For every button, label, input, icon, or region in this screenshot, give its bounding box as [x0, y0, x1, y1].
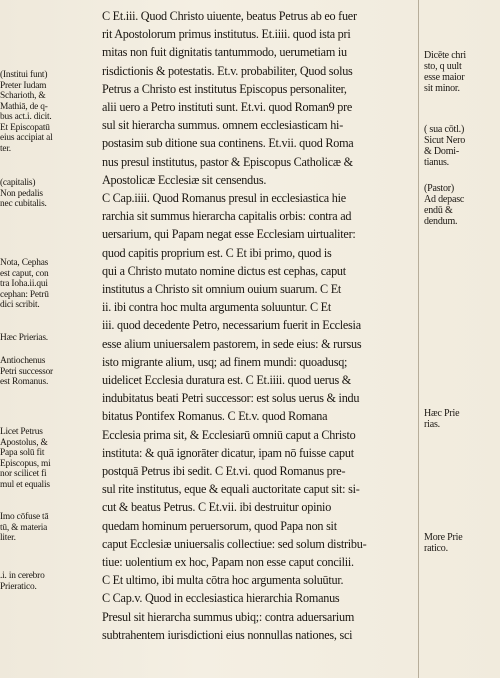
margin-note — [0, 512, 106, 544]
margin-note-line: Nota, Cephas — [0, 258, 49, 268]
text-line: alii uero a Petro instituti sunt. Et.vi. quod Roman9 pre — [102, 100, 353, 114]
margin-note-line: More Prie — [424, 532, 463, 543]
margin-note-line: Et Episcopatū — [0, 122, 50, 133]
margin-note-line: Episcopus, mi — [0, 458, 51, 469]
margin-note — [0, 427, 106, 490]
margin-note-line: Preter Iudam — [0, 80, 47, 91]
text-line: nus presul institutus, pastor & Episcopus Catholicæ & — [102, 154, 353, 169]
margin-note-line: .i. in cerebro — [0, 571, 45, 581]
margin-note-line: dendum. — [424, 216, 458, 227]
margin-note-line: Antiochenus — [0, 356, 46, 366]
margin-note-line: & Domi- — [424, 146, 459, 157]
text-line: bitatus Pontifex Romanus. C Et.v. quod Romana — [102, 409, 328, 424]
text-line: rarchia sit summus hierarcha capitalis orbis: contra ad — [102, 209, 352, 224]
text-line: ii. ibi contra hoc multa argumenta soluuntur. C Et — [102, 300, 331, 315]
margin-note-line: Scharioth, & — [0, 91, 46, 101]
margin-note-line: nor scilicet fi — [0, 469, 47, 479]
margin-note — [0, 571, 106, 592]
margin-note-line: Hæc Prierias. — [0, 333, 48, 343]
text-line: uersarium, qui Papam negat esse Ecclesiam uirtualiter: — [102, 227, 356, 242]
margin-note-line: (Pastor) — [424, 183, 455, 194]
margin-note-line: Petri successor — [0, 366, 53, 377]
margin-note — [0, 178, 106, 210]
margin-note-line: est Romanus. — [0, 377, 49, 387]
margin-note — [424, 532, 500, 554]
margin-note-line: tū, & materia — [0, 522, 48, 533]
text-line: iii. quod decedente Petro, necessarium fuerit in Ecclesia — [102, 318, 361, 333]
margin-note-line: tianus. — [424, 157, 449, 168]
margin-note-line: ratico. — [424, 543, 448, 554]
margin-note-line: rias. — [424, 419, 440, 430]
text-line: subtrahentem iurisdictioni eius nonnullas nationes, sci — [102, 627, 353, 642]
margin-note-line: est caput, con — [0, 268, 49, 279]
text-line: Apostolicæ Ecclesiæ sit censendus. — [102, 172, 267, 187]
text-line: tiue: uolentium ex hoc, Papam non esse caput concilii. — [102, 555, 354, 569]
margin-note-line: esse maior — [424, 72, 465, 83]
text-line: institutus a Christo sit omnium ouium suarum. C Et — [102, 282, 342, 296]
text-line: esse alium uniuersalem pastorem, in sede eius: & rursus — [102, 336, 362, 351]
margin-note-line: bus act.i. dicit. — [0, 112, 52, 122]
text-line: indubitatus beati Petri successor: est solus uerus & indu — [102, 391, 360, 406]
margin-note-line: ( sua cōtl.) — [424, 124, 465, 135]
text-line: Ecclesia prima sit, & Ecclesiarū omniū caput a Christo — [102, 427, 356, 442]
margin-note-line: eius accipiat al — [0, 133, 53, 143]
text-line: uidelicet Ecclesia duratura est. C Et.iiii. quod uerus & — [102, 373, 351, 387]
margin-note-line: liter. — [0, 533, 16, 543]
margin-note-line: ter. — [0, 143, 11, 154]
margin-note-line: Ad depasc — [424, 194, 465, 205]
margin-note — [424, 124, 500, 168]
text-line: isto migrante alium, usq; ad finem mundi: quoadusq; — [102, 354, 348, 369]
margin-note-line: Apostolus, & — [0, 437, 48, 448]
margin-note-line: mul et equalis — [0, 479, 50, 490]
text-line: mitas non fuit dignitatis tantummodo, uerumetiam iu — [102, 45, 347, 60]
margin-note-line: (Institui funt) — [0, 70, 48, 80]
text-line: C Cap.v. Quod in ecclesiastica hierarchia Romanus — [102, 591, 340, 606]
text-line: Presul sit hierarcha summus ubiq;: contra aduersarium — [102, 609, 355, 624]
text-line: caput Ecclesiæ uniuersalis collectiue: sed solum distribu- — [102, 536, 367, 551]
margin-note-line: cephan: Petrū — [0, 289, 49, 300]
text-line: C Et ultimo, ibi multa cōtra hoc argumenta soluūtur. — [102, 573, 344, 588]
margin-note-line: Mathiā, de q- — [0, 101, 48, 112]
text-line: postasim sub ditione sua continens. Et.vii. quod Roma — [102, 136, 354, 151]
text-line: risdictionis & potestatis. Et.v. probabiliter, Quod solus — [102, 63, 353, 78]
margin-note-line: tra Ioha.ii.qui — [0, 279, 48, 289]
margin-note-line: Sicut Nero — [424, 135, 466, 146]
text-line: instituta: & quā ignorāter dicatur, ipam nō fuisse caput — [102, 445, 354, 460]
text-line: sul rite institutus, eque & equali auctoritate caput sit: si- — [102, 482, 360, 497]
text-line: C Et.iii. Quod Christo uiuente, beatus Petrus ab eo fuer — [102, 9, 357, 23]
margin-note — [0, 356, 106, 388]
margin-note-line: Hæc Prie — [424, 408, 460, 419]
margin-note-line: sit minor. — [424, 83, 460, 94]
margin-note — [424, 183, 500, 227]
margin-note-line: endū & — [424, 205, 453, 216]
text-line: sul sit hierarcha summus. omnem ecclesiasticam hi- — [102, 118, 343, 133]
text-line: C Cap.iiii. Quod Romanus presul in ecclesiastica hie — [102, 191, 346, 205]
text-line: quod capitis proprium est. C Et ibi primo, quod is — [102, 245, 332, 260]
margin-note-line: Non pedalis — [0, 188, 43, 199]
text-line: rit Apostolorum primus institutus. Et.iiii. quod ista pri — [102, 27, 351, 42]
margin-note-line: dici scribit. — [0, 300, 40, 310]
margin-note-line: Prieratico. — [0, 581, 37, 592]
margin-note — [0, 258, 106, 311]
margin-note — [424, 50, 500, 94]
margin-note — [0, 333, 106, 344]
margin-note — [424, 408, 500, 430]
margin-note-line: Papa solū fit — [0, 448, 45, 458]
margin-note-line: Dicēte chri — [424, 50, 466, 61]
margin-note-line: Imo cōfuse tā — [0, 512, 49, 522]
margin-note-line: nec cubitalis. — [0, 199, 47, 209]
text-line: cut & beatus Petrus. C Et.vii. ibi destruitur opinio — [102, 500, 332, 515]
margin-note-line: Licet Petrus — [0, 427, 43, 437]
text-line: quedam hominum peruersorum, quod Papa non sit — [102, 518, 337, 533]
margin-note — [0, 70, 106, 154]
text-line: Petrus a Christo est institutus Episcopus personaliter, — [102, 81, 347, 96]
margin-note-line: (capitalis) — [0, 178, 36, 188]
text-line: postquā Petrus ibi sedit. C Et.vi. quod Romanus pre- — [102, 464, 346, 478]
margin-note-line: sto, q uult — [424, 61, 462, 72]
text-line: qui a Christo mutato nomine dictus est cephas, caput — [102, 263, 346, 278]
